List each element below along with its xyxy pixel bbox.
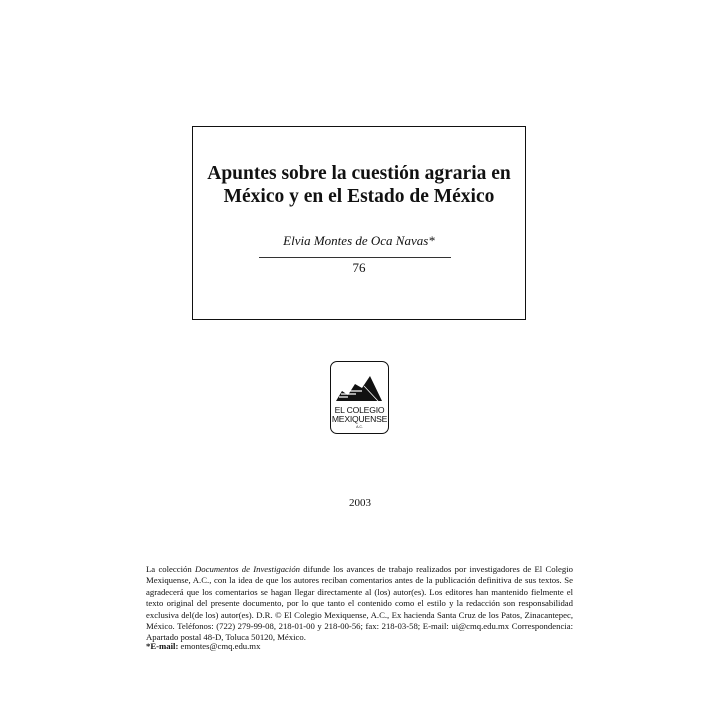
logo-text-line-1: EL COLEGIO: [334, 405, 385, 415]
logo-subtext: A.C.: [356, 425, 363, 429]
author-email-line: [146, 641, 260, 652]
copyright-notice: [146, 564, 573, 644]
logo-text-line-2: MEXIQUENSE: [331, 414, 388, 424]
series-name: Documentos de Investigación: [195, 564, 301, 574]
title-line-1: Apuntes sobre la cuestión agraria en: [207, 163, 511, 184]
title-line-2: México y en el Estado de México: [223, 186, 495, 207]
notice-text-start: La colección: [146, 564, 196, 574]
document-title: [193, 162, 525, 208]
email-address: emontes@cmq.edu.mx: [180, 641, 261, 651]
email-label: *E-mail:: [146, 641, 179, 651]
mountains-logo-icon: [334, 370, 384, 402]
publication-year: 2003: [349, 497, 371, 509]
title-box: [192, 126, 526, 320]
author-name: Elvia Montes de Oca Navas*: [283, 233, 435, 248]
el-colegio-mexiquense-logo: [330, 361, 389, 434]
document-number: 76: [352, 260, 366, 275]
notice-text-body: difunde los avances de trabajo realizados por investigadores de El Colegio Mexiquense, A.C., con la idea de que los autores reciban comentarios antes de la publicación definitiva de sus textos. Se agradecerá que los comentarios se hagan llegar directamente al (los) autor(es). Los editores han mantenido fielmente el texto original del presente documento, por lo que tanto el contenido como el estilo y la redacción son responsabilidad exclusiva del(de los) autor(es). D.R. © El Colegio Mexiquense, A.C., Ex hacienda Santa Cruz de los Patos, Zinacantepec, México. Teléfonos: (722) 279-99-08, 218-01-00 y 218-00-56; fax: 218-03-58; E-mail: ui@cmq.edu.mx Correspondencia: Apartado postal 48-D, Toluca 50120, México.: [146, 564, 573, 643]
divider-rule: [259, 257, 451, 258]
